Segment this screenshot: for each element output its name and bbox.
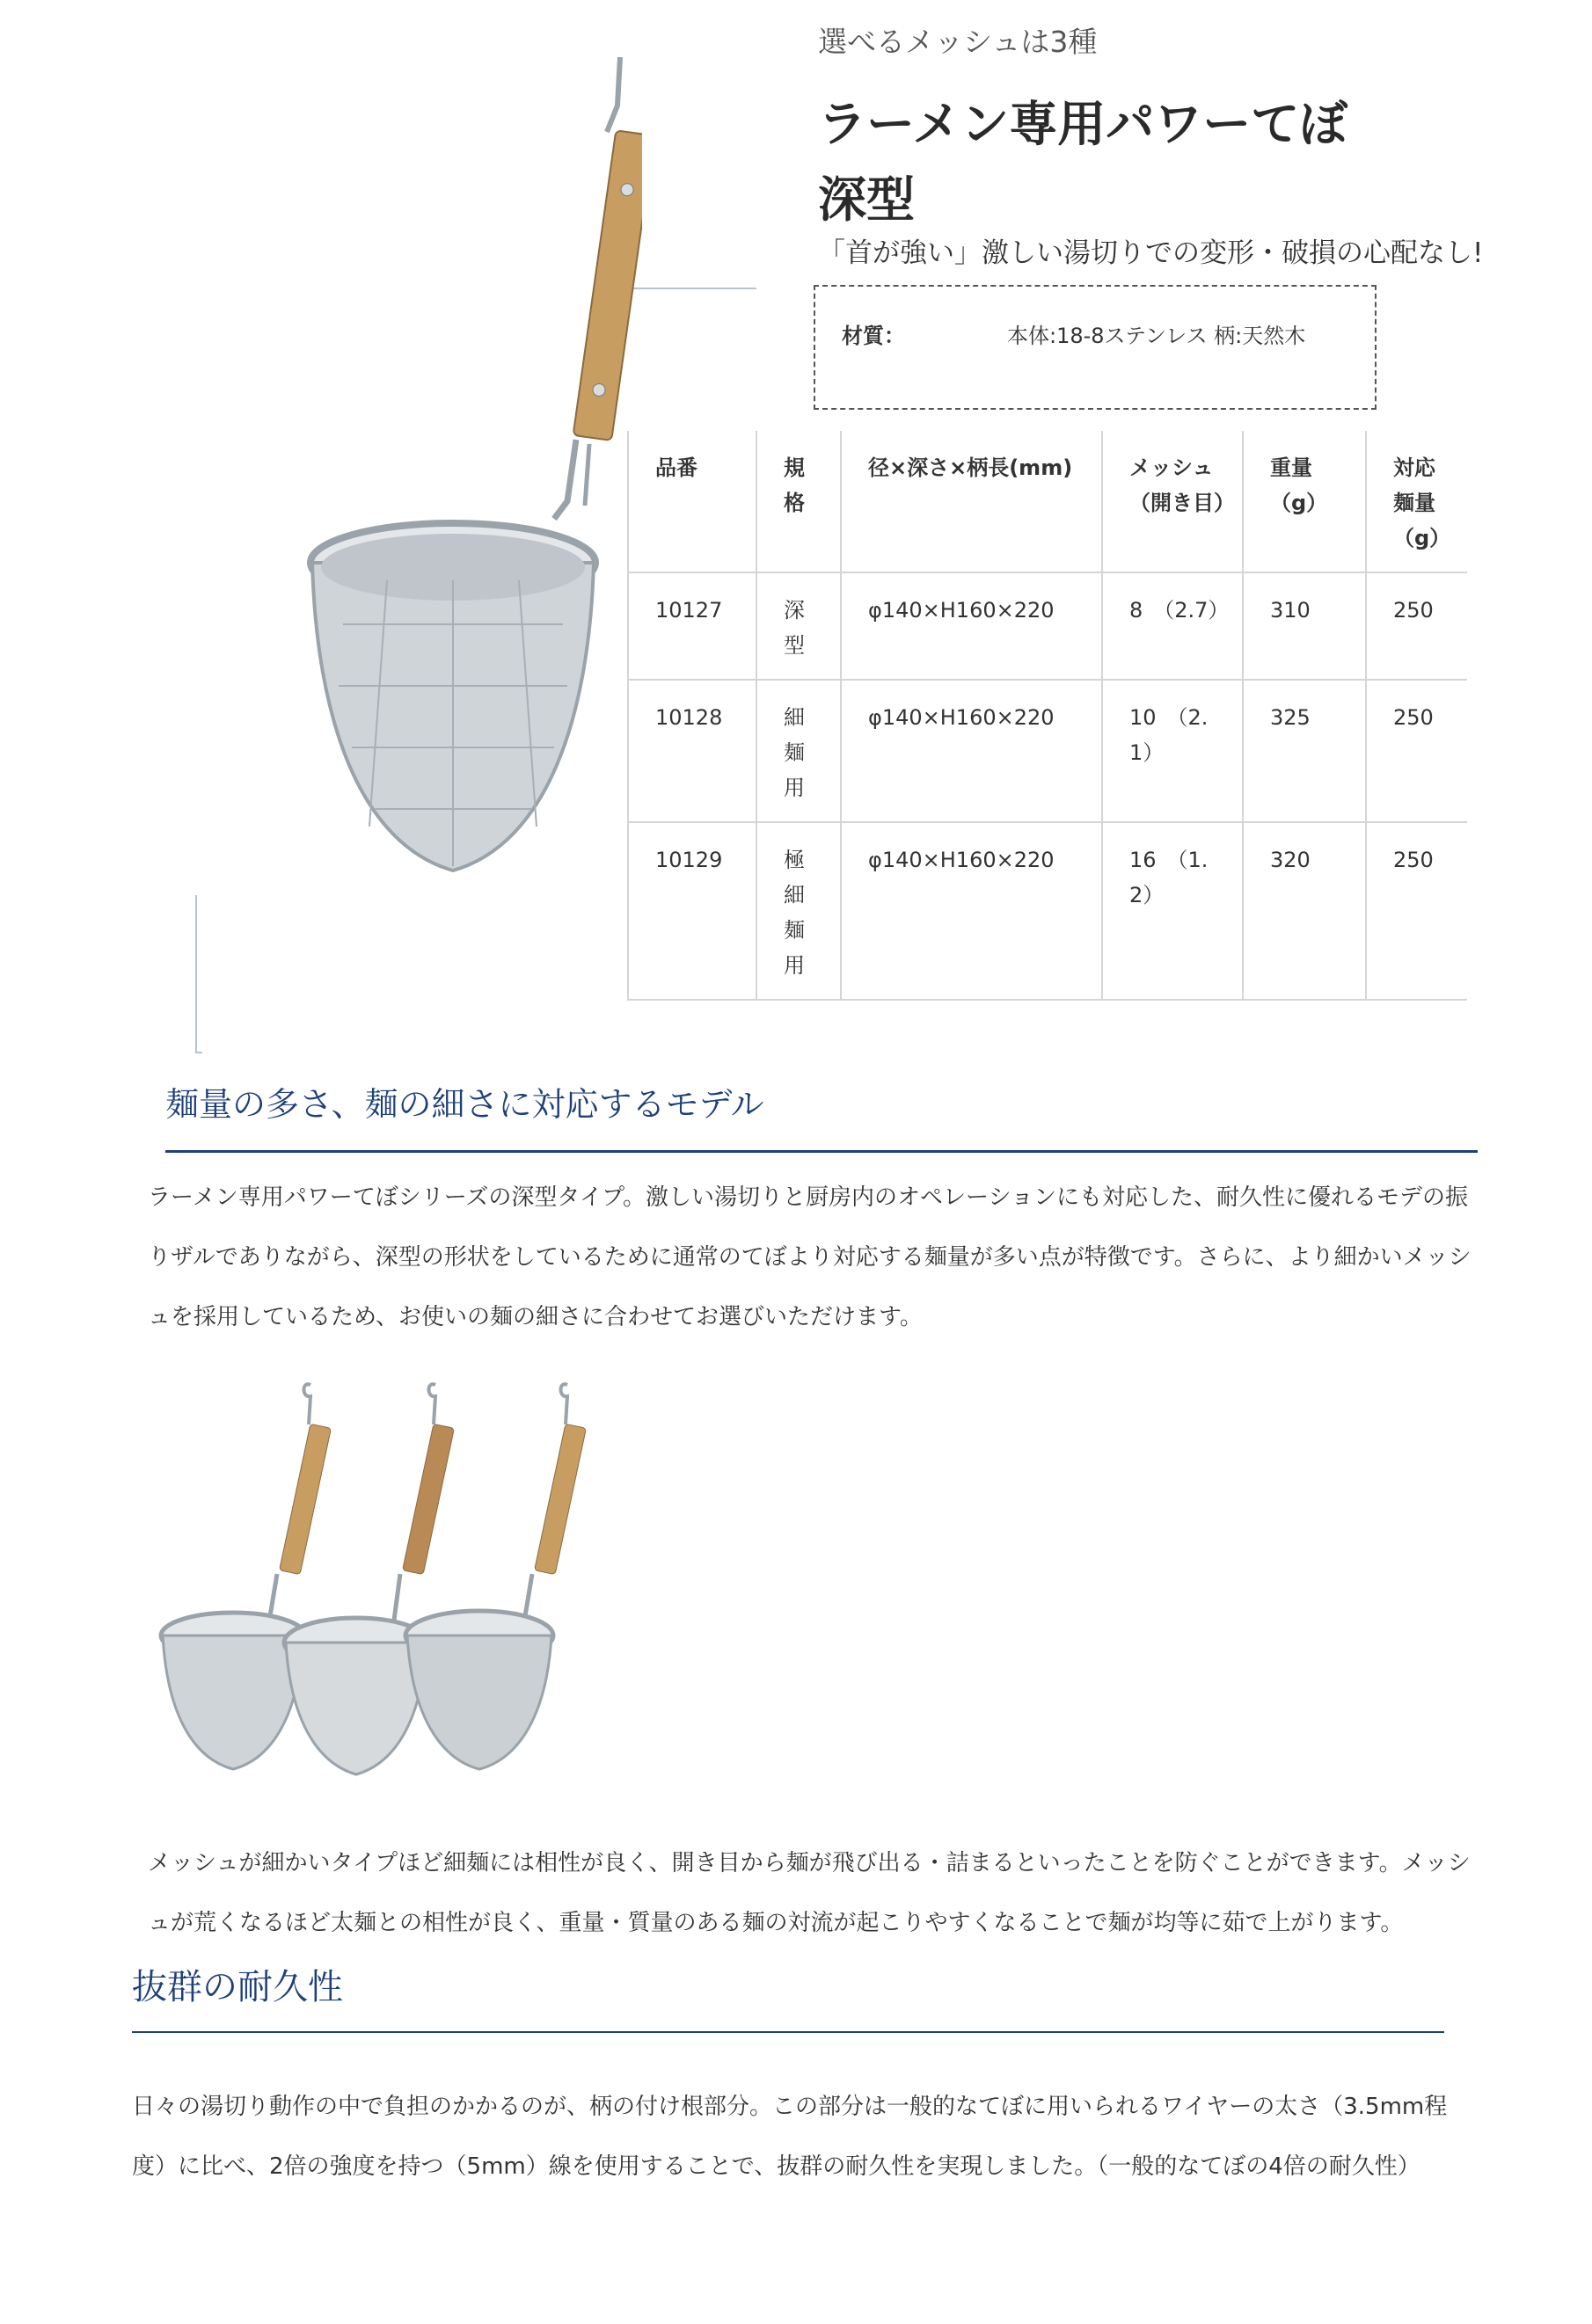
cell-mesh: 8 （2.7） [1102,572,1243,680]
tagline: 「首が強い」激しい湯切りでの変形・破損の心配なし! [818,237,1484,269]
spec-table [627,431,1467,1001]
cell-dimensions: φ140×H160×220 [841,572,1102,680]
section-divider [165,1150,1478,1153]
section-divider [132,2031,1444,2033]
decor-line [195,1052,202,1053]
subtitle: 選べるメッシュは3種 [818,25,1098,59]
material-label: 材質： [842,324,905,348]
cell-weight: 310 [1243,572,1366,680]
decor-line [195,895,197,1053]
cell-dimensions: φ140×H160×220 [841,822,1102,1000]
cell-type: 深型 [756,572,841,680]
cell-product-number: 10128 [628,680,756,822]
material-value: 本体:18-8ステンレス 柄:天然木 [1007,324,1306,348]
cell-product-number: 10129 [628,822,756,1000]
section-paragraph: ラーメン専用パワーてぼシリーズの深型タイプ。激しい湯切りと厨房内のオペレーションにも対応した、耐久性に優れるモデの振りザルでありながら、深型の形状をしているために通常のてぼより対応する麺量が多い点が特徴です。さらに、より細かいメッシュを採用しているため、お使いの麺の細さに合わせてお選びいただけます。 [148,1184,1472,1330]
table-row [628,572,1467,680]
cell-mesh: 10 （2.1） [1102,680,1243,822]
cell-noodle-amount: 250 [1366,572,1467,680]
header-mesh: メッシュ（開き目） [1102,431,1243,572]
header-weight: 重量（g） [1243,431,1366,572]
material-box [814,285,1377,410]
header-noodle-amount: 対応麺量（g） [1366,431,1467,572]
durability-paragraph: 日々の湯切り動作の中で負担のかかるのが、柄の付け根部分。この部分は一般的なてぼに用いられるワイヤーの太さ（3.5mm程度）に比べ、2倍の強度を持つ（5mm）線を使用することで、抜群の耐久性を実現しました。（一般的なてぼの4倍の耐久性） [132,2094,1448,2180]
cell-dimensions: φ140×H160×220 [841,680,1102,822]
product-image-deep-strainer [290,53,642,897]
cell-weight: 325 [1243,680,1366,822]
table-header-row [628,431,1467,572]
table-row [628,822,1467,1000]
mesh-explanation-paragraph: メッシュが細かいタイプほど細麺には相性が良く、開き目から麺が飛び出る・詰まるといったことを防ぐことができます。メッシュが荒くなるほど太麺との相性が良く、重量・質量のある麺の対流が起こりやすくなることで麺が均等に茹で上がります。 [148,1850,1471,1936]
product-image-three-strainers [154,1372,594,1785]
title-line-2: 深型 [818,171,916,228]
header-dimensions: 径×深さ×柄長(mm) [841,431,1102,572]
cell-type: 細麺用 [756,680,841,822]
title-line-1: ラーメン専用パワーてぼ [818,96,1348,152]
cell-product-number: 10127 [628,572,756,680]
cell-mesh: 16 （1.2） [1102,822,1243,1000]
cell-noodle-amount: 250 [1366,680,1467,822]
cell-type: 極細麺用 [756,822,841,1000]
header-product-number: 品番 [628,431,756,572]
table-row [628,680,1467,822]
section-heading-durability: 抜群の耐久性 [132,1967,343,2007]
section-heading-noodle-volume: 麺量の多さ、麺の細さに対応するモデル [165,1085,764,1124]
cell-noodle-amount: 250 [1366,822,1467,1000]
page-title [818,86,1347,237]
cell-weight: 320 [1243,822,1366,1000]
header-type: 規格 [756,431,841,572]
